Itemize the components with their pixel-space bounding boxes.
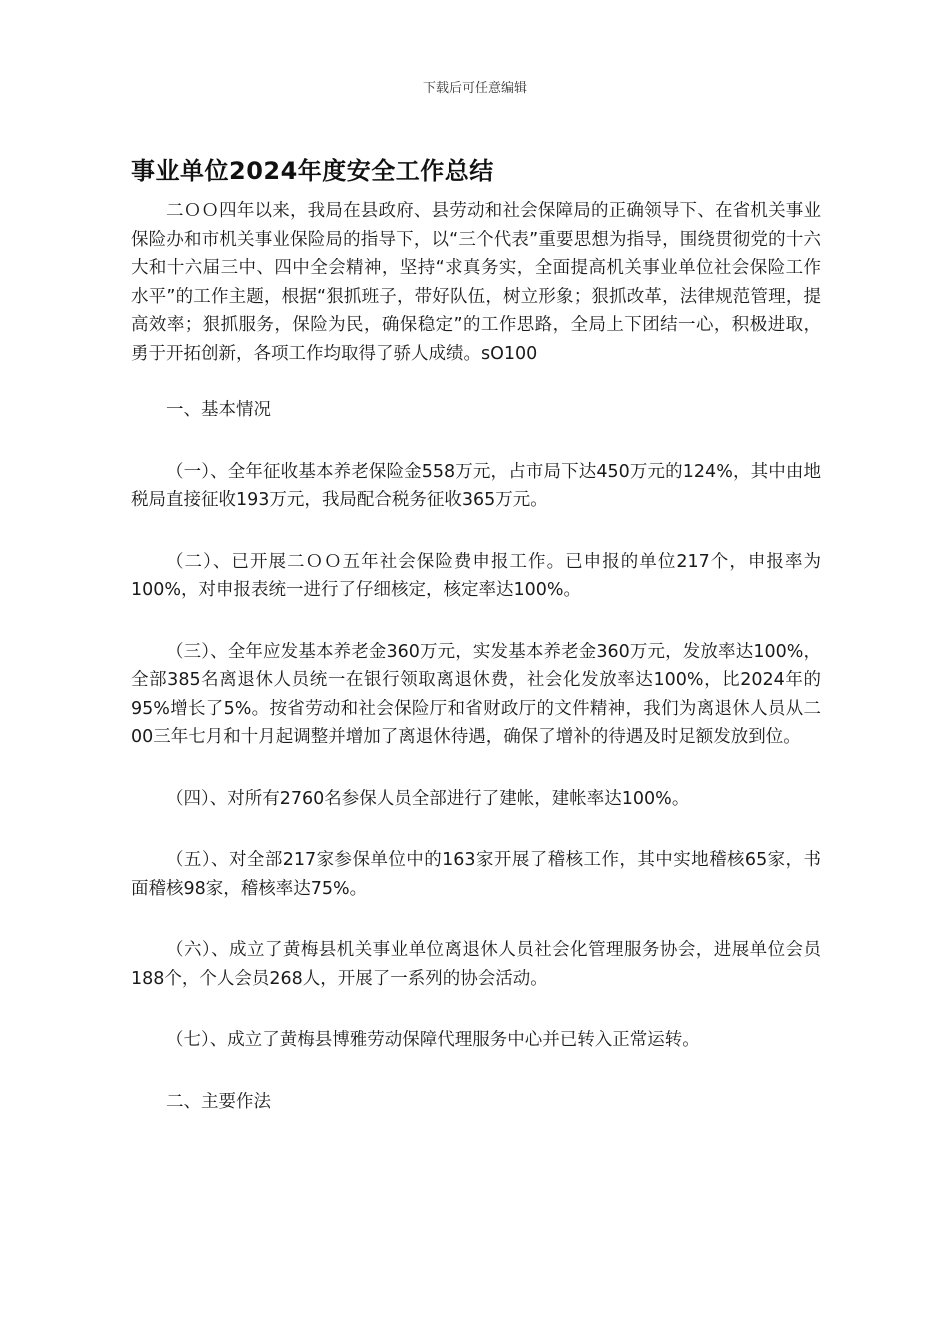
document-title: 事业单位2024年度安全工作总结 xyxy=(131,157,494,185)
item-paragraph-5: （五）、对全部217家参保单位中的163家开展了稽核工作，其中实地稽核65家，书面稽核98家，稽核率达75%。 xyxy=(131,850,821,899)
item-paragraph-4: （四）、对所有2760名参保人员全部进行了建帐，建帐率达100%。 xyxy=(166,788,690,809)
item-paragraph-6: （六）、成立了黄梅县机关事业单位离退休人员社会化管理服务协会，进展单位会员188个，个人会员268人，开展了一系列的协会活动。 xyxy=(131,940,821,989)
item-paragraph-7: （七）、成立了黄梅县博雅劳动保障代理服务中心并已转入正常运转。 xyxy=(166,1030,700,1050)
section-heading-basic-situation: 一、基本情况 xyxy=(166,400,271,420)
item-paragraph-3: （三）、全年应发基本养老金360万元，实发基本养老金360万元，发放率达100%，全部385名离退休人员统一在银行领取离退休费，社会化发放率达100%，比2024年的95%增长了5%。按省劳动和社会保险厅和省财政厅的文件精神，我们为离退休人员从二00三年七月和十月起调整并增加了离退休待遇，确保了增补的待遇及时足额发放到位。 xyxy=(131,641,821,747)
document-body xyxy=(131,197,821,1149)
intro-paragraph: 二ＯＯ四年以来，我局在县政府、县劳动和社会保障局的正确领导下、在省机关事业保险办和市机关事业保险局的指导下，以“三个代表”重要思想为指导，围绕贯彻党的十六大和十六届三中、四中全会精神，坚持“求真务实，全面提高机关事业单位社会保险工作水平”的工作主题，根据“狠抓班子，带好队伍，树立形象；狠抓改革，法律规范管理，提高效率；狠抓服务，保险为民，确保稳定”的工作思路，全局上下团结一心，积极进取，勇于开拓创新，各项工作均取得了骄人成绩。sO100 xyxy=(131,201,821,364)
section-heading-main-practices: 二、主要作法 xyxy=(166,1091,271,1112)
item-paragraph-1: （一）、全年征收基本养老保险金558万元，占市局下达450万元的124%，其中由地税局直接征收193万元，我局配合税务征收365万元。 xyxy=(131,461,821,510)
page-header-note: 下载后可任意编辑 xyxy=(422,81,527,96)
item-paragraph-2: （二）、已开展二ＯＯ五年社会保险费申报工作。已申报的单位217个，申报率为100%，对申报表统一进行了仔细核定，核定率达100%。 xyxy=(131,551,821,600)
